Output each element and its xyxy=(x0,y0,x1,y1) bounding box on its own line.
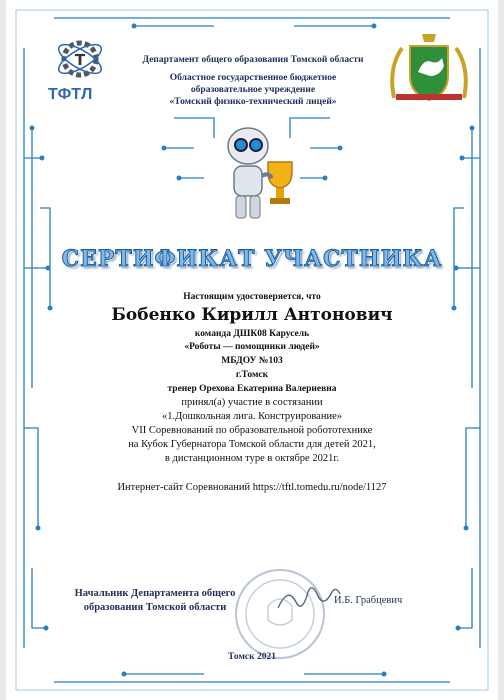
svg-text:Т: Т xyxy=(74,51,86,69)
competition-round: в дистанционном туре в октябре 2021г. xyxy=(164,453,340,464)
competition-cup: на Кубок Губернатора Томской области для детей 2021, xyxy=(128,439,376,450)
logo-text: ТФТЛ xyxy=(48,86,93,103)
tomsk-region-emblem-icon xyxy=(388,28,470,106)
department-name: Департамент общего образования Томской области xyxy=(142,55,364,65)
tftl-logo xyxy=(46,34,116,114)
city-name: г.Томск xyxy=(235,370,269,380)
atom-gear-icon xyxy=(52,34,108,84)
signer-name: И.Б. Грабцевич xyxy=(334,595,403,606)
coach-name: тренер Орехова Екатерина Валериевна xyxy=(167,384,337,394)
institution-line-3: «Томский физико-технический лицей» xyxy=(169,97,337,107)
place-and-year: Томск 2021 xyxy=(227,652,276,662)
school-name: МБДОУ №103 xyxy=(221,356,283,366)
competition-name: VII Соревнований по образовательной робототехнике xyxy=(131,425,373,436)
competition-website: Интернет-сайт Соревнований https://tftl.tomedu.ru/node/1127 xyxy=(117,482,387,493)
intro-text: Настоящим удостоверяется, что xyxy=(183,292,321,302)
signer-position-line-1: Начальник Департамента общего xyxy=(74,588,236,599)
certificate-title: СЕРТИФИКАТ УЧАСТНИКА xyxy=(61,246,443,272)
signer-position-line-2: образования Томской области xyxy=(83,602,227,613)
competition-league: «1.Дошкольная лига. Конструирование» xyxy=(162,411,342,422)
participation-text: принял(а) участие в состязании xyxy=(181,397,323,408)
institution-line-1: Областное государственное бюджетное xyxy=(169,73,337,83)
robot-trophy-icon xyxy=(220,116,302,226)
institution-line-2: образовательное учреждение xyxy=(190,85,316,95)
team-name: команда ДШК08 Карусель xyxy=(194,329,310,339)
certificate-page xyxy=(6,0,498,700)
participant-name: Бобенко Кирилл Антонович xyxy=(111,305,393,325)
project-name: «Роботы — помощники людей» xyxy=(184,342,320,352)
